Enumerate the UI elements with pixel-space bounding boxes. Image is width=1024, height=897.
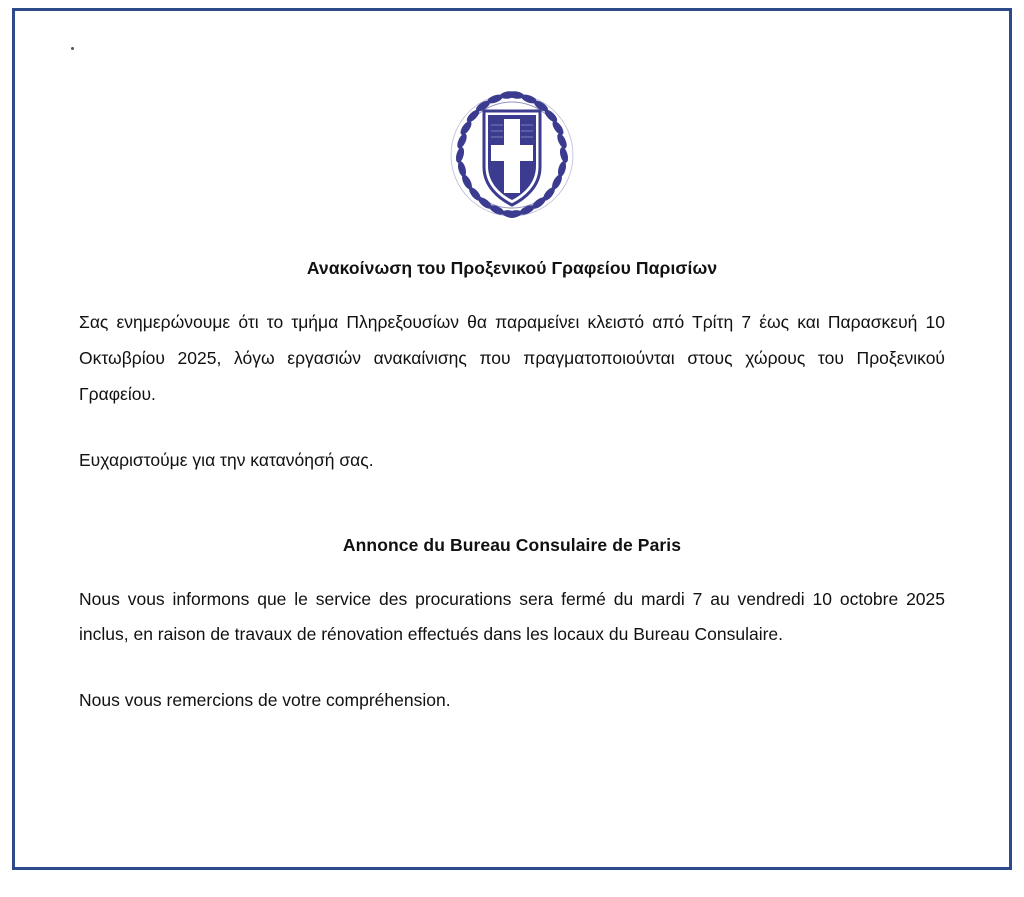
spacer xyxy=(79,653,945,683)
french-paragraph-1: Nous vous informons que le service des procurations sera fermé du mardi 7 au vendredi 10 octobre 2025 inclus, en raison de travaux de rénovation effectués dans les locaux du Bureau Consulaire. xyxy=(79,588,945,645)
greek-paragraph-1: Σας ενημερώνουμε ότι το τμήμα Πληρεξουσίων θα παραμείνει κλειστό από Τρίτη 7 έως και Παρασκευή 10 Οκτωβρίου 2025, λόγω εργασιών ανακαίνισης που πραγματοποιούνται στους χώρους του Προξενικού Γραφείου. xyxy=(79,312,945,404)
emblem-container xyxy=(71,75,953,230)
greek-announcement-title: Ανακοίνωση του Προξενικού Γραφείου Παρισίων xyxy=(306,258,718,278)
spacer xyxy=(79,479,945,535)
greek-paragraph-2: Ευχαριστούμε για την κατανόησή σας. xyxy=(79,449,374,470)
greek-coat-of-arms-icon xyxy=(432,75,592,230)
french-paragraph-2: Nous vous remercions de votre compréhension. xyxy=(79,690,451,711)
announcement-card xyxy=(12,8,1012,870)
spacer xyxy=(79,413,945,443)
document-body xyxy=(71,258,953,719)
french-announcement-title: Annonce du Bureau Consulaire de Paris xyxy=(342,534,682,555)
announcement-inner xyxy=(15,11,1009,867)
cross-horizontal xyxy=(491,145,533,161)
stray-dot-mark xyxy=(71,47,74,50)
